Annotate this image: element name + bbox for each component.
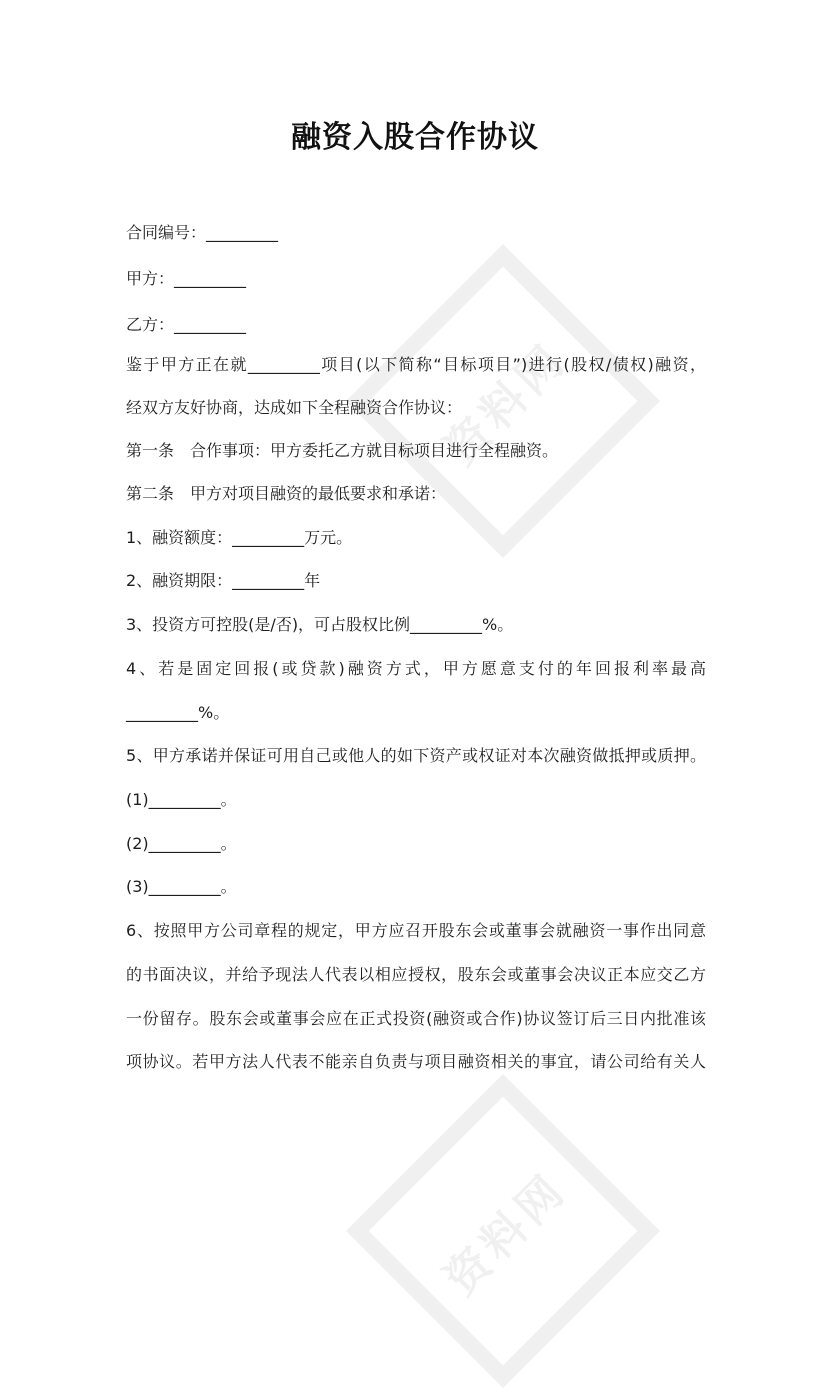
clause-4-line-1: 4、若是固定回报(或贷款)融资方式，甲方愿意支付的年回报利率最高 [126, 659, 706, 678]
article-1: 第一条 合作事项：甲方委托乙方就目标项目进行全程融资。 [126, 441, 559, 460]
clause-2: 2、融资期限：_________年 [126, 571, 321, 590]
contract-number-field: 合同编号：_________ [126, 223, 279, 242]
clause-3: 3、投资方可控股(是/否)，可占股权比例_________%。 [126, 615, 514, 634]
clause-1: 1、融资额度：_________万元。 [126, 528, 353, 547]
article-2: 第二条 甲方对项目融资的最低要求和承诺： [126, 484, 447, 503]
party-a-field: 甲方：_________ [126, 269, 247, 288]
watermark-text: 资料网 [435, 333, 578, 476]
clause-6-line-4: 项协议。若甲方法人代表不能亲自负责与项目融资相关的事宜，请公司给有关人 [126, 1052, 706, 1071]
watermark [346, 1074, 660, 1388]
clause-6-line-2: 的书面决议，并给予现法人代表以相应授权，股东会或董事会决议正本应交乙方 [126, 965, 706, 984]
clause-5-item-3: (3)_________。 [126, 877, 237, 896]
party-b-field: 乙方：_________ [126, 315, 247, 334]
clause-5-item-2: (2)_________。 [126, 834, 237, 853]
preamble-line-1: 鉴于甲方正在就_________项目(以下简称“目标项目”)进行(股权/债权)融资， [126, 355, 706, 374]
clause-4-line-2: _________%。 [126, 703, 230, 722]
document-title: 融资入股合作协议 [291, 120, 539, 155]
clause-6-line-1: 6、按照甲方公司章程的规定，甲方应召开股东会或董事会就融资一事作出同意 [126, 921, 706, 940]
clause-6-line-3: 一份留存。股东会或董事会应在正式投资(融资或合作)协议签订后三日内批准该 [126, 1009, 706, 1028]
clause-5-item-1: (1)_________。 [126, 790, 237, 809]
clause-5: 5、甲方承诺并保证可用自己或他人的如下资产或权证对本次融资做抵押或质押。 [126, 746, 706, 765]
watermark-text: 资料网 [435, 1163, 578, 1306]
preamble-line-2: 经双方友好协商，达成如下全程融资合作协议： [126, 398, 463, 417]
